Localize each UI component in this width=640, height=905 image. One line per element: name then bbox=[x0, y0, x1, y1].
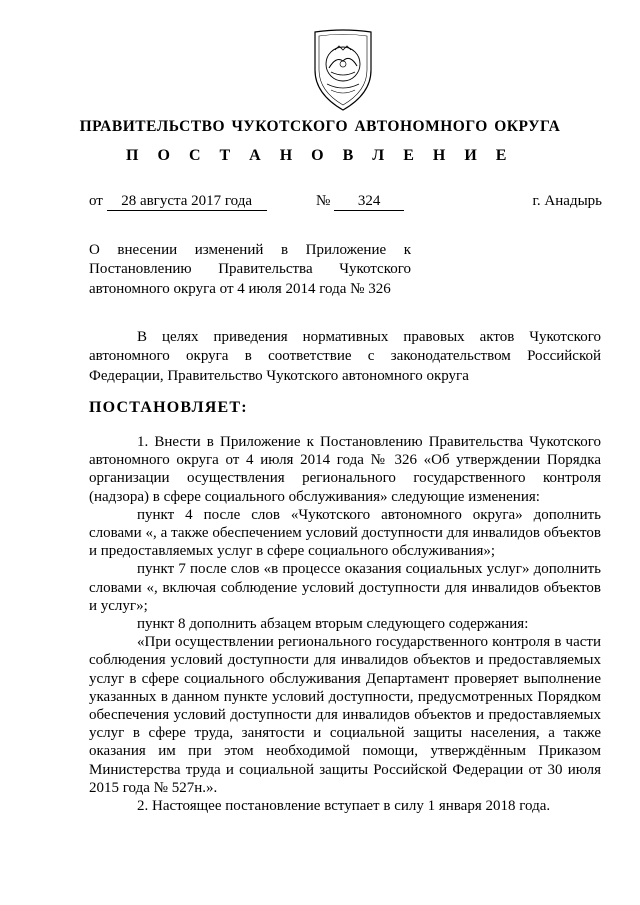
decree-heading: ПОСТАНОВЛЯЕТ: bbox=[89, 399, 248, 416]
document-body bbox=[89, 433, 601, 815]
preamble-paragraph: В целях приведения нормативных правовых актов Чукотского автономного округа в соответствие с законодательством Российской Федерации, Правительство Чукотского автономного округа bbox=[89, 329, 601, 384]
document-city: г. Анадырь bbox=[532, 193, 602, 209]
subject-line: О внесении изменений в Приложение к bbox=[89, 242, 411, 258]
organization-title: ПРАВИТЕЛЬСТВО ЧУКОТСКОГО АВТОНОМНОГО ОКРУГА bbox=[79, 118, 561, 135]
document-date: 28 августа 2017 года bbox=[107, 192, 267, 211]
body-paragraph: «При осуществлении регионального государственного контроля в части соблюдения условий доступности для инвалидов объектов и предоставляемых услуг в сфере социального обслуживания Департамент проверяет выполнение указанных в данном пункте условий доступности, предусмотренных Порядком обеспечения условий доступности для инвалидов объектов и предоставляемых услуг в сфере труда, занятости и социальной защиты населения, а также оказания им при этом необходимой помощи, утверждённым Приказом Министерства труда и социальной защиты Российской Федерации от 30 июля 2015 года № 527н.». bbox=[89, 634, 601, 796]
body-paragraph: пункт 7 после слов «в процессе оказания социальных услуг» дополнить словами «, включая соблюдение условий доступности для инвалидов объектов и услуг»; bbox=[89, 561, 601, 614]
number-label: № bbox=[316, 193, 331, 209]
document-type-title: П О С Т А Н О В Л Е Н И Е bbox=[126, 147, 514, 164]
body-paragraph: 2. Настоящее постановление вступает в силу 1 января 2018 года. bbox=[137, 798, 551, 815]
subject-line: Постановлению Правительства Чукотского bbox=[89, 261, 411, 278]
coat-of-arms-icon bbox=[305, 26, 381, 116]
body-paragraph: пункт 8 дополнить абзацем вторым следующего содержания: bbox=[137, 616, 529, 633]
from-label: от bbox=[89, 193, 103, 209]
document-number: 324 bbox=[334, 192, 404, 211]
document-subject bbox=[89, 241, 411, 299]
date-field bbox=[89, 192, 267, 211]
number-field bbox=[316, 192, 404, 211]
subject-line: автономного округа от 4 июля 2014 года № 326 bbox=[89, 280, 391, 297]
body-paragraph: 1. Внести в Приложение к Постановлению Правительства Чукотского автономного округа от 4 июля 2014 года № 326 «Об утверждении Порядка организации осуществления регионального государственного контроля (надзора) в сфере социального обслуживания» следующие изменения: bbox=[89, 434, 601, 505]
body-paragraph: пункт 4 после слов «Чукотского автономного округа» дополнить словами «, а также обеспечением условий доступности для инвалидов объектов и предоставляемых услуг в сфере социального обслуживания»; bbox=[89, 506, 601, 560]
